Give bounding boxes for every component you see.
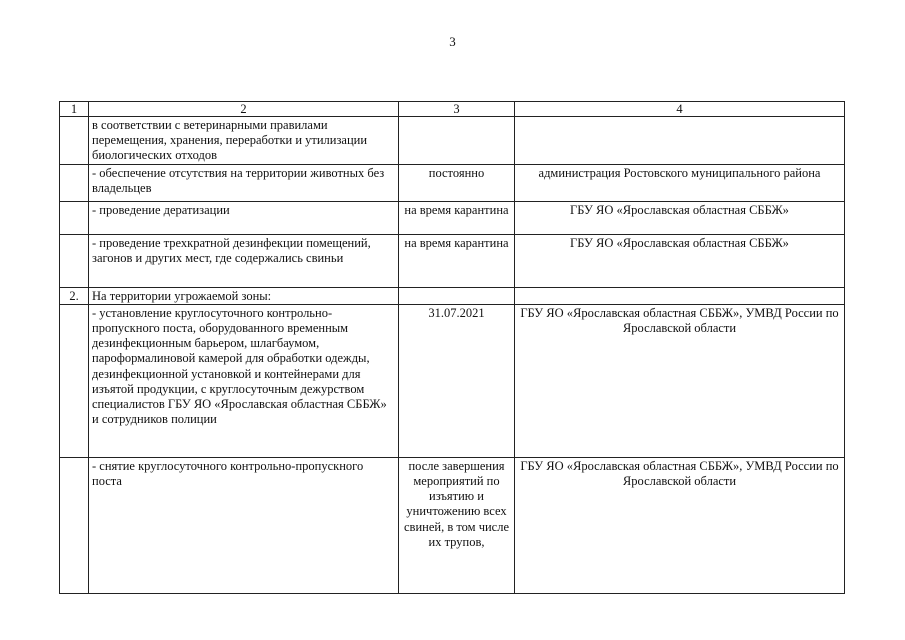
row-number xyxy=(60,164,89,201)
row-number xyxy=(60,304,89,457)
header-col-2: 2 xyxy=(89,102,399,117)
row-action: - проведение дератизации xyxy=(89,201,399,234)
row-number: 2. xyxy=(60,287,89,304)
table-row xyxy=(60,287,845,304)
row-number xyxy=(60,117,89,165)
header-col-4: 4 xyxy=(515,102,845,117)
row-number xyxy=(60,201,89,234)
row-number xyxy=(60,457,89,593)
row-responsible xyxy=(515,117,845,165)
table-row xyxy=(60,304,845,457)
table-header-row xyxy=(60,102,845,117)
row-action: - снятие круглосуточного контрольно-пропускного поста xyxy=(89,457,399,593)
row-responsible: ГБУ ЯО «Ярославская областная СББЖ» xyxy=(515,234,845,287)
table-row xyxy=(60,457,845,593)
table-row xyxy=(60,117,845,165)
page-number: 3 xyxy=(449,34,456,49)
row-date: на время карантина xyxy=(399,201,515,234)
measures-table xyxy=(59,101,845,594)
header-col-1: 1 xyxy=(60,102,89,117)
row-action: На территории угрожаемой зоны: xyxy=(89,287,399,304)
row-date: после завершения мероприятий по изъятию и уничтожению всех свиней, в том числе их трупов, xyxy=(399,457,515,593)
row-date: 31.07.2021 xyxy=(399,304,515,457)
row-responsible: ГБУ ЯО «Ярославская областная СББЖ», УМВД России по Ярославской области xyxy=(515,457,845,593)
row-date xyxy=(399,117,515,165)
row-date: постоянно xyxy=(399,164,515,201)
table-row xyxy=(60,234,845,287)
table-row xyxy=(60,201,845,234)
row-number xyxy=(60,234,89,287)
row-responsible: ГБУ ЯО «Ярославская областная СББЖ» xyxy=(515,201,845,234)
row-action: в соответствии с ветеринарными правилами перемещения, хранения, переработки и утилизации биологических отходов xyxy=(89,117,399,165)
row-action: - проведение трехкратной дезинфекции помещений, загонов и других мест, где содержались свиньи xyxy=(89,234,399,287)
row-responsible xyxy=(515,287,845,304)
row-responsible: администрация Ростовского муниципального района xyxy=(515,164,845,201)
row-date: на время карантина xyxy=(399,234,515,287)
row-action: - установление круглосуточного контрольно-пропускного поста, оборудованного временным дезинфекционным барьером, шлагбаумом, пароформалиновой камерой для обработки одежды, дезинфекционной установкой и контейнерами для изъятой продукции, с круглосуточным дежурством специалистов ГБУ ЯО «Ярославская областная СББЖ» и сотрудников полиции xyxy=(89,304,399,457)
row-responsible: ГБУ ЯО «Ярославская областная СББЖ», УМВД России по Ярославской области xyxy=(515,304,845,457)
table-row xyxy=(60,164,845,201)
row-action: - обеспечение отсутствия на территории животных без владельцев xyxy=(89,164,399,201)
row-date xyxy=(399,287,515,304)
header-col-3: 3 xyxy=(399,102,515,117)
